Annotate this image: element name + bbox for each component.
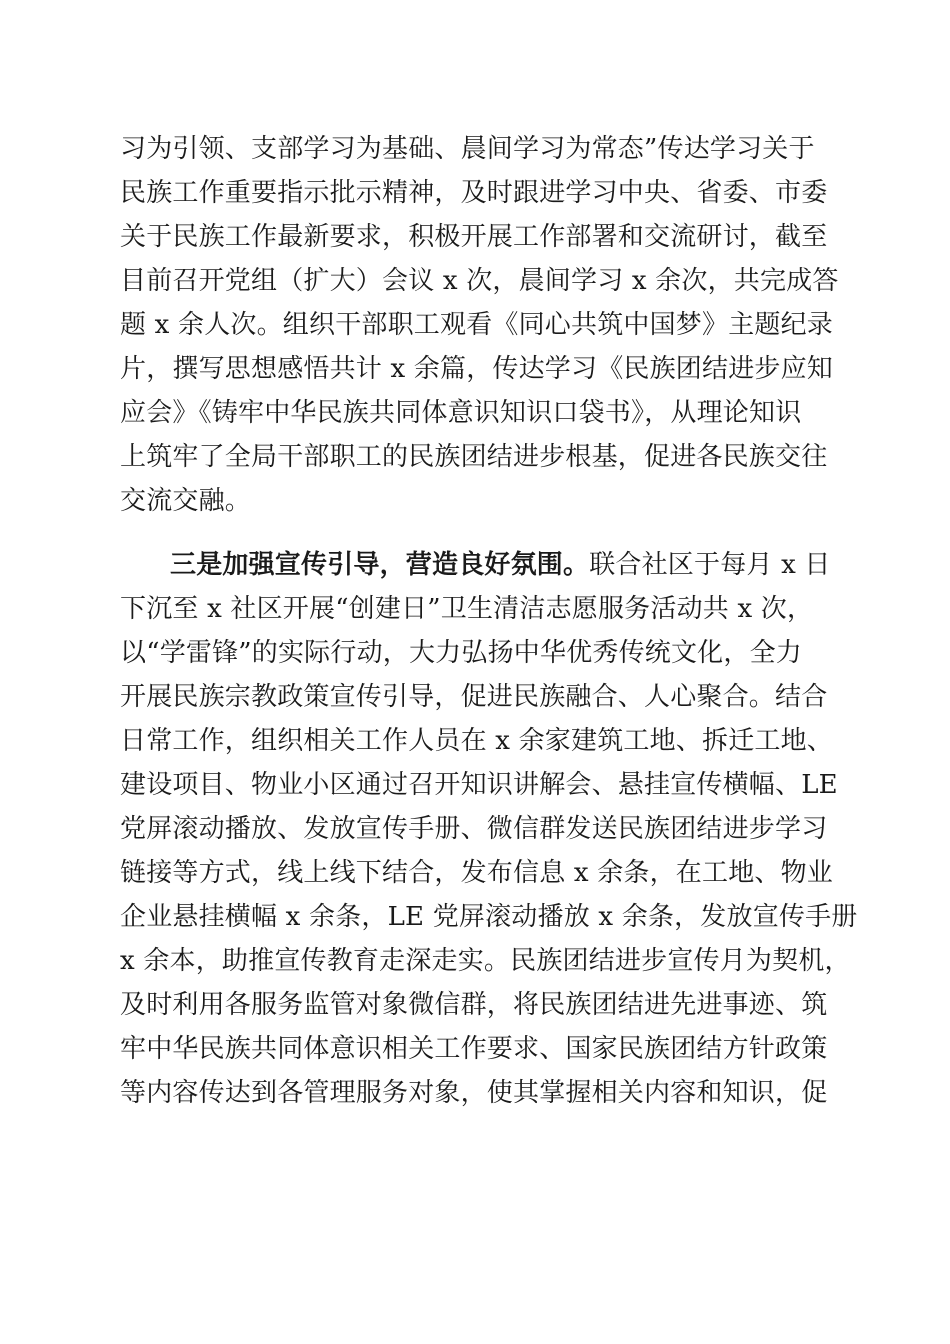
paragraph-2-line-6: 建设项目、物业小区通过召开知识讲解会、悬挂宣传横幅、LE xyxy=(120,770,838,800)
paragraph-1-line-5: 题 x 余人次。组织干部职工观看《同心共筑中国梦》主题纪录 xyxy=(120,310,833,340)
paragraph-1-line-2: 民族工作重要指示批示精神，及时跟进学习中央、省委、市委 xyxy=(120,178,828,208)
paragraph-1-line-8: 上筑牢了全局干部职工的民族团结进步根基，促进各民族交往 xyxy=(120,442,828,472)
paragraph-2-line-3: 以“学雷锋”的实际行动，大力弘扬中华优秀传统文化，全力 xyxy=(120,638,802,668)
paragraph-2-line-13: 等内容传达到各管理服务对象，使其掌握相关内容和知识，促 xyxy=(120,1078,828,1108)
paragraph-2-heading: 三是加强宣传引导，营造良好氛围。 xyxy=(170,550,590,580)
paragraph-2-line-4: 开展民族宗教政策宣传引导，促进民族融合、人心聚合。结合 xyxy=(120,682,828,712)
paragraph-2-line-11: 及时利用各服务监管对象微信群，将民族团结进先进事迹、筑 xyxy=(120,990,828,1020)
paragraph-2-line-10: x 余本，助推宣传教育走深走实。民族团结进步宣传月为契机， xyxy=(120,946,851,976)
paragraph-2-line-8: 链接等方式，线上线下结合，发布信息 x 余条，在工地、物业 xyxy=(120,858,833,888)
paragraph-1-line-1: 习为引领、支部学习为基础、晨间学习为常态”传达学习关于 xyxy=(120,134,815,164)
paragraph-2-line-12: 牢中华民族共同体意识相关工作要求、国家民族团结方针政策 xyxy=(120,1034,828,1064)
paragraph-1-line-7: 应会》《铸牢中华民族共同体意识知识口袋书》，从理论知识 xyxy=(120,398,802,428)
paragraph-2-line-7: 党屏滚动播放、发放宣传手册、微信群发送民族团结进步学习 xyxy=(120,814,828,844)
paragraph-2-first-line-rest: 联合社区于每月 x 日 xyxy=(589,550,831,580)
paragraph-1-line-6: 片，撰写思想感悟共计 x 余篇，传达学习《民族团结进步应知 xyxy=(120,354,833,384)
paragraph-2-line-1 xyxy=(170,543,830,587)
paragraph-1-line-3: 关于民族工作最新要求，积极开展工作部署和交流研讨，截至 xyxy=(120,222,828,252)
paragraph-1-line-9: 交流交融。 xyxy=(120,486,252,516)
paragraph-1-line-4: 目前召开党组（扩大）会议 x 次，晨间学习 x 余次，共完成答 xyxy=(120,266,839,296)
paragraph-2-line-9: 企业悬挂横幅 x 余条，LE 党屏滚动播放 x 余条，发放宣传手册 xyxy=(120,902,858,932)
paragraph-2-line-2: 下沉至 x 社区开展“创建日”卫生清洁志愿服务活动共 x 次， xyxy=(120,594,814,624)
paragraph-2-line-5: 日常工作，组织相关工作人员在 x 余家建筑工地、拆迁工地、 xyxy=(120,726,833,756)
